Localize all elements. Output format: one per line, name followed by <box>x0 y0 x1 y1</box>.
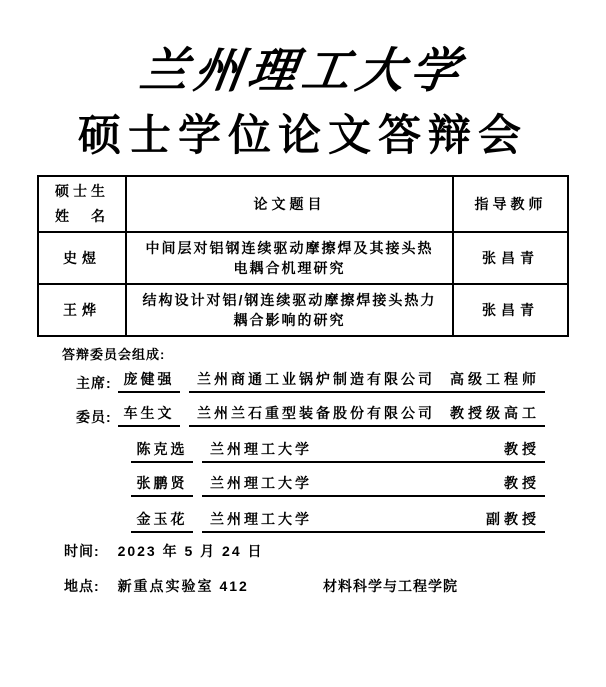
committee-member-line <box>202 439 545 463</box>
committee-member-title: 副教授 <box>486 511 540 527</box>
committee-member-name: 张鹏贤 <box>131 473 193 497</box>
committee-member-title: 教授 <box>504 441 540 457</box>
committee-role-label: 委员: <box>76 409 112 425</box>
committee-member-row <box>76 477 545 497</box>
student-name: 史煜 <box>38 232 126 284</box>
committee-member-line <box>202 509 545 533</box>
committee-member-name: 陈克选 <box>131 439 193 463</box>
page-title: 硕士学位论文答辩会 <box>78 113 528 160</box>
committee-member-line <box>189 403 545 427</box>
table-row <box>38 284 568 336</box>
header-advisor: 指导教师 <box>453 176 568 232</box>
thesis-title: 中间层对铝钢连续驱动摩擦焊及其接头热电耦合机理研究 <box>126 232 453 284</box>
committee-member-affiliation: 兰州理工大学 <box>210 511 312 527</box>
time-label: 时间: <box>64 543 100 559</box>
place-row <box>64 576 249 596</box>
header-student-name <box>38 176 126 232</box>
defense-table <box>37 175 569 337</box>
committee-member-row <box>76 443 545 463</box>
committee-member-affiliation: 兰州兰石重型装备股份有限公司 <box>197 405 435 421</box>
place-value: 新重点实验室 412 <box>117 578 249 594</box>
committee-member-title: 教授 <box>504 475 540 491</box>
student-name: 王烨 <box>38 284 126 336</box>
advisor-name: 张昌青 <box>453 284 568 336</box>
committee-member-row <box>76 373 545 393</box>
committee-member-name: 车生文 <box>118 403 180 427</box>
committee-member-affiliation: 兰州商通工业锅炉制造有限公司 <box>197 371 435 387</box>
committee-member-row <box>76 513 545 533</box>
committee-section-heading: 答辩委员会组成: <box>62 347 166 362</box>
header-student-line2: 姓 名 <box>55 208 109 224</box>
table-header-row <box>38 176 568 232</box>
committee-member-affiliation: 兰州理工大学 <box>210 475 312 491</box>
table-row <box>38 232 568 284</box>
department-name: 材料科学与工程学院 <box>323 578 458 594</box>
time-row <box>64 541 264 561</box>
committee-member-line <box>202 473 545 497</box>
committee-member-line <box>189 369 545 393</box>
place-label: 地点: <box>64 578 100 594</box>
committee-member-title: 高级工程师 <box>450 371 540 387</box>
university-logo-calligraphy: 兰州理工大学 <box>136 45 469 98</box>
committee-member-name: 庞健强 <box>118 369 180 393</box>
advisor-name: 张昌青 <box>453 232 568 284</box>
committee-member-title: 教授级高工 <box>450 405 540 421</box>
time-value: 2023 年 5 月 24 日 <box>117 543 264 559</box>
committee-member-affiliation: 兰州理工大学 <box>210 441 312 457</box>
header-student-line1: 硕士生 <box>55 183 109 199</box>
committee-member-row <box>76 407 545 427</box>
header-thesis-title: 论文题目 <box>126 176 453 232</box>
committee-member-name: 金玉花 <box>131 509 193 533</box>
thesis-title: 结构设计对铝/钢连续驱动摩擦焊接头热力耦合影响的研究 <box>126 284 453 336</box>
committee-role-label: 主席: <box>76 375 112 391</box>
